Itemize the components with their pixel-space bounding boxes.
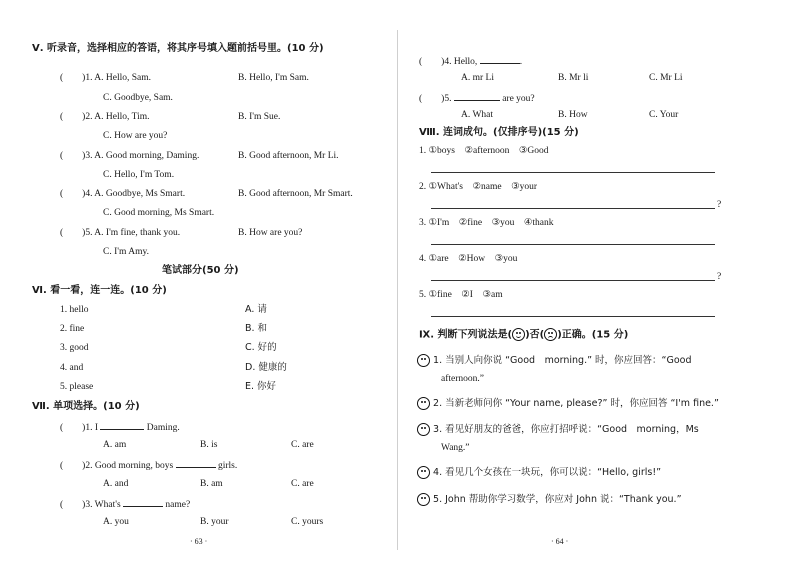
q7-4	[419, 54, 522, 68]
q9-1-cont: afternoon.”	[441, 374, 484, 384]
q9-2	[417, 397, 719, 410]
q7-2-pre: ( )2. Good morning, boys	[60, 461, 174, 471]
answer-face-icon[interactable]	[417, 354, 430, 367]
q8-3: 3. ①I'm ②fine ③you ④thank	[419, 218, 554, 228]
answer-line	[431, 208, 715, 209]
match-right-b: B. 和	[245, 323, 268, 334]
section-9-title	[419, 328, 628, 342]
q5-1-c: C. Goodbye, Sam.	[103, 93, 173, 103]
q5-4-b: B. Good afternoon, Mr Smart.	[238, 189, 353, 199]
section-9-title-pre: Ⅸ. 判断下列说法是(	[419, 329, 513, 341]
written-section-heading: 笔试部分(50 分)	[162, 265, 239, 276]
page-64	[397, 0, 794, 561]
match-left-5: 5. please	[60, 382, 94, 392]
q7-2-a: A. and	[103, 479, 129, 489]
match-left-3: 3. good	[60, 343, 89, 353]
q7-5-post: are you?	[502, 94, 535, 104]
match-right-a: A. 请	[245, 304, 267, 315]
match-left-1: 1. hello	[60, 305, 89, 315]
q7-5-c: C. Your	[649, 110, 679, 120]
q7-3-c: C. yours	[291, 517, 324, 527]
match-right-e: E. 你好	[245, 381, 277, 392]
answer-blank	[480, 54, 520, 64]
q9-5	[417, 493, 682, 506]
q7-2	[60, 458, 237, 472]
q7-5-pre: ( )5.	[419, 94, 452, 104]
q5-5-c: C. I'm Amy.	[103, 247, 149, 257]
q7-3-pre: ( )3. What's	[60, 500, 121, 510]
q8-2-end: ?	[717, 200, 722, 210]
q9-1-text: 1. 当别人向你说 “Good morning.” 时，你应回答：“Good	[433, 355, 692, 366]
q5-4-c: C. Good morning, Ms Smart.	[103, 208, 215, 218]
q7-2-c: C. are	[291, 479, 314, 489]
section-7-title: Ⅶ. 单项选择。(10 分)	[32, 401, 140, 412]
answer-face-icon[interactable]	[417, 466, 430, 479]
answer-blank	[123, 497, 163, 507]
answer-line	[431, 172, 715, 173]
q5-1-b: B. Hello, I'm Sam.	[238, 73, 309, 83]
answer-blank	[454, 91, 500, 101]
q8-1: 1. ①boys ②afternoon ③Good	[419, 146, 549, 156]
q5-5: ( )5. A. I'm fine, thank you.	[60, 228, 181, 238]
q5-3-c: C. Hello, I'm Tom.	[103, 170, 175, 180]
section-9-title-mid: )否(	[525, 329, 545, 341]
q7-1-c: C. are	[291, 440, 314, 450]
q7-4-pre: ( )4. Hello,	[419, 57, 478, 67]
section-9-title-post: )正确。(15 分)	[557, 329, 629, 341]
section-5-title: Ⅴ. 听录音，选择相应的答语，将其序号填入题前括号里。(10 分)	[32, 43, 324, 54]
match-right-d: D. 健康的	[245, 362, 287, 373]
q8-5: 5. ①fine ②I ③am	[419, 290, 503, 300]
q7-1-pre: ( )1. I	[60, 423, 98, 433]
q7-1-b: B. is	[200, 440, 218, 450]
q9-4-text: 4. 看见几个女孩在一块玩，你可以说：“Hello, girls!”	[433, 467, 662, 478]
q7-4-b: B. Mr li	[558, 73, 589, 83]
q7-5	[419, 91, 535, 105]
q8-4-end: ?	[717, 272, 722, 282]
answer-line	[431, 244, 715, 245]
q7-1-post: Daming.	[146, 423, 180, 433]
q5-5-b: B. How are you?	[238, 228, 303, 238]
q5-2-c: C. How are you?	[103, 131, 168, 141]
answer-line	[431, 280, 715, 281]
q5-2: ( )2. A. Hello, Tim.	[60, 112, 150, 122]
q7-4-a: A. mr Li	[461, 73, 494, 83]
q8-4: 4. ①are ②How ③you	[419, 254, 518, 264]
q7-4-c: C. Mr Li	[649, 73, 683, 83]
q7-2-b: B. am	[200, 479, 223, 489]
section-8-title: Ⅷ. 连词成句。(仅排序号)(15 分)	[419, 127, 579, 138]
page-number-63: · 63 ·	[190, 537, 208, 546]
answer-face-icon[interactable]	[417, 397, 430, 410]
q5-2-b: B. I'm Sue.	[238, 112, 281, 122]
smiley-face-icon	[512, 328, 525, 341]
q7-3-a: A. you	[103, 517, 129, 527]
q7-2-post: girls.	[217, 461, 238, 471]
sad-face-icon	[544, 328, 557, 341]
q7-4-post: .	[519, 57, 523, 67]
q7-5-b: B. How	[558, 110, 588, 120]
answer-blank	[100, 420, 144, 430]
q9-3-cont: Wang.”	[441, 443, 470, 453]
q5-3-b: B. Good afternoon, Mr Li.	[238, 151, 339, 161]
q7-3-b: B. your	[200, 517, 229, 527]
q7-5-a: A. What	[461, 110, 494, 120]
q8-2: 2. ①What's ②name ③your	[419, 182, 538, 192]
answer-face-icon[interactable]	[417, 423, 430, 436]
q7-3-post: name?	[165, 500, 191, 510]
q5-1: ( )1. A. Hello, Sam.	[60, 73, 152, 83]
q7-1	[60, 420, 180, 434]
q7-1-a: A. am	[103, 440, 127, 450]
section-6-title: Ⅵ. 看一看，连一连。(10 分)	[32, 285, 167, 296]
q9-3-text: 3. 看见好朋友的爸爸，你应打招呼说：“Good morning，Ms	[433, 424, 699, 435]
match-left-2: 2. fine	[60, 324, 85, 334]
q9-4	[417, 466, 661, 479]
q5-3: ( )3. A. Good morning, Daming.	[60, 151, 200, 161]
answer-blank	[176, 458, 216, 468]
q9-3	[417, 423, 699, 436]
page-number-64: · 64 ·	[551, 537, 569, 546]
answer-face-icon[interactable]	[417, 493, 430, 506]
q9-2-text: 2. 当新老师问你 “Your name, please?” 时，你应回答 “I'm fine.”	[433, 398, 719, 409]
q5-4: ( )4. A. Goodbye, Ms Smart.	[60, 189, 186, 199]
match-right-c: C. 好的	[245, 342, 277, 353]
q7-3	[60, 497, 190, 511]
q9-5-text: 5. John 帮助你学习数学，你应对 John 说：“Thank you.”	[433, 494, 682, 505]
match-left-4: 4. and	[60, 363, 84, 373]
answer-line	[431, 316, 715, 317]
q9-1	[417, 354, 692, 367]
